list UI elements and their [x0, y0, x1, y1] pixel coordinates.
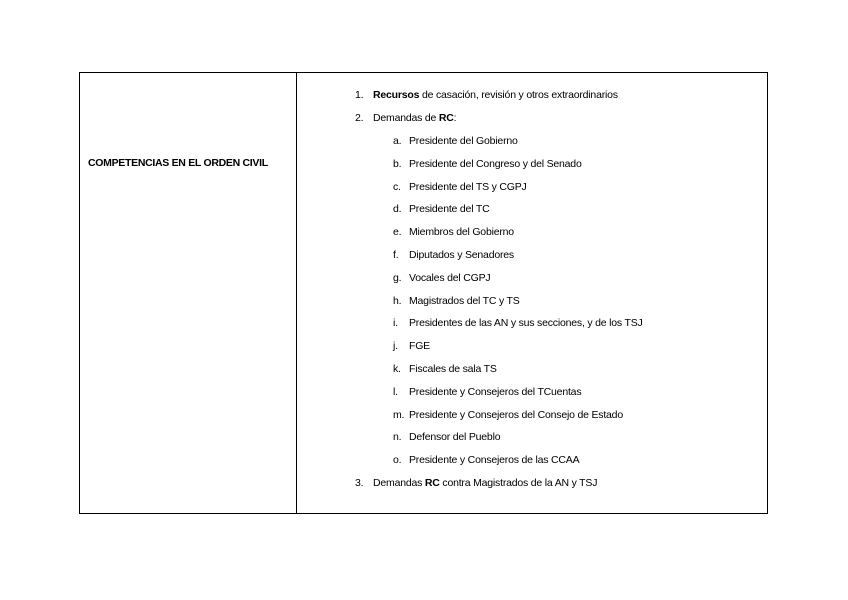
- sublist-text: Vocales del CGPJ: [409, 271, 491, 284]
- sublist-text: Presidente y Consejeros del Consejo de Estado: [409, 408, 623, 421]
- sublist-letter: k.: [393, 363, 401, 375]
- sublist-item: [393, 362, 497, 376]
- list-item-2: [355, 111, 456, 125]
- sublist-item: [393, 225, 514, 239]
- sublist-item: [393, 430, 500, 444]
- sublist-item: [393, 385, 581, 399]
- left-cell: [80, 73, 297, 513]
- sublist-letter: i.: [393, 317, 398, 330]
- sublist-letter: m.: [393, 408, 405, 421]
- list-item-text: Demandas: [373, 477, 425, 489]
- sublist-letter: h.: [393, 294, 402, 307]
- sublist-text: Presidente del Gobierno: [409, 135, 518, 147]
- sublist-letter: a.: [393, 135, 402, 147]
- sublist-text: Diputados y Senadores: [409, 249, 514, 261]
- sublist-text: Presidente y Consejeros de las CCAA: [409, 454, 580, 467]
- competencias-table: [79, 72, 768, 514]
- sublist-item: [393, 408, 623, 422]
- sublist-text: Presidente y Consejeros del TCuentas: [409, 385, 582, 398]
- section-title: COMPETENCIAS EN EL ORDEN CIVIL: [88, 157, 268, 169]
- list-item-text: de casación, revisión y otros extraordinarios: [419, 89, 618, 101]
- sublist-text: Fiscales de sala TS: [409, 363, 497, 375]
- list-item-3: [355, 476, 597, 490]
- sublist-item: [393, 294, 520, 308]
- sublist-letter: n.: [393, 431, 402, 444]
- sublist-item: [393, 202, 489, 216]
- sublist-letter: c.: [393, 180, 401, 193]
- sublist-item: [393, 316, 643, 330]
- sublist-item: [393, 248, 514, 262]
- sublist-item: [393, 157, 582, 171]
- sublist-text: Presidente del TC: [409, 203, 490, 216]
- sublist-letter: f.: [393, 249, 399, 261]
- list-item-bold: RC: [424, 477, 440, 489]
- sublist-letter: j.: [393, 340, 398, 353]
- sublist-text: Defensor del Pueblo: [409, 431, 501, 444]
- sublist-text: FGE: [409, 340, 430, 353]
- sublist-letter: g.: [393, 271, 402, 284]
- list-number: 2.: [355, 112, 364, 124]
- list-item-text: Demandas de: [373, 112, 439, 124]
- sublist-text: Miembros del Gobierno: [409, 226, 514, 239]
- sublist-item: [393, 134, 518, 148]
- list-number: 1.: [355, 89, 364, 101]
- sublist-item: [393, 180, 527, 194]
- sublist-letter: b.: [393, 157, 402, 170]
- sublist-item: [393, 339, 430, 353]
- sublist-text: Presidente del TS y CGPJ: [409, 180, 527, 193]
- sublist-item: [393, 271, 490, 285]
- list-item-bold: RC: [438, 112, 454, 124]
- list-number: 3.: [355, 477, 364, 489]
- sublist-text: Magistrados del TC y TS: [409, 294, 520, 307]
- right-cell: [297, 73, 767, 513]
- list-item-bold: Recursos: [373, 89, 420, 101]
- sublist-letter: o.: [393, 454, 402, 467]
- list-item-text: :: [453, 112, 457, 124]
- sublist-text: Presidente del Congreso y del Senado: [409, 157, 582, 170]
- sublist-text: Presidentes de las AN y sus secciones, y de los TSJ: [409, 317, 643, 330]
- list-item-text: contra Magistrados de la AN y TSJ: [439, 477, 598, 489]
- list-item-1: [355, 88, 618, 102]
- sublist-item: [393, 453, 579, 467]
- sublist-letter: l.: [393, 385, 398, 398]
- sublist-letter: e.: [393, 226, 402, 239]
- sublist-letter: d.: [393, 203, 402, 216]
